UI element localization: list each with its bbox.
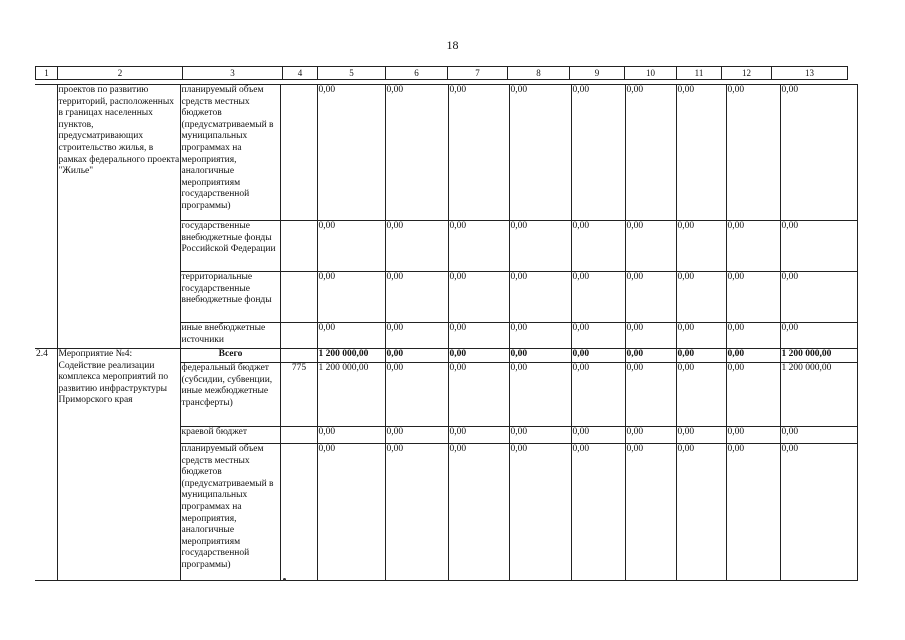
value-cell: 1 200 000,00 <box>317 349 385 363</box>
value-cell: 0,00 <box>571 349 625 363</box>
value-cell: 0,00 <box>625 323 676 349</box>
value-cell: 0,00 <box>317 323 385 349</box>
value-cell: 0,00 <box>571 363 625 427</box>
header-col-4: 4 <box>283 67 318 80</box>
value-cell: 0,00 <box>726 323 780 349</box>
header-col-12: 12 <box>722 67 772 80</box>
header-col-8: 8 <box>508 67 570 80</box>
scan-dot-mark <box>283 578 286 581</box>
value-cell: 0,00 <box>385 221 448 272</box>
value-cell: 0,00 <box>676 85 726 221</box>
header-col-7: 7 <box>448 67 508 80</box>
budget-code <box>280 444 317 581</box>
value-cell: 0,00 <box>780 427 857 444</box>
budget-code <box>280 349 317 363</box>
measure-name: проектов по развитию территорий, расположенных в границах населенных пунктов, предусматривающих строительство жилья, в рамках федерального проекта "Жилье" <box>57 85 180 349</box>
value-cell: 0,00 <box>448 427 509 444</box>
value-cell: 0,00 <box>726 427 780 444</box>
value-cell: 0,00 <box>385 444 448 581</box>
value-cell: 0,00 <box>571 221 625 272</box>
value-cell: 0,00 <box>385 363 448 427</box>
header-col-13: 13 <box>772 67 848 80</box>
budget-code: 775 <box>280 363 317 427</box>
value-cell: 0,00 <box>625 349 676 363</box>
value-cell: 0,00 <box>676 221 726 272</box>
value-cell: 0,00 <box>676 363 726 427</box>
value-cell: 0,00 <box>448 363 509 427</box>
funding-source: территориальные государственные внебюджетные фонды <box>180 272 280 323</box>
value-cell: 0,00 <box>726 363 780 427</box>
value-cell: 0,00 <box>385 272 448 323</box>
row-number <box>35 85 57 349</box>
value-cell: 0,00 <box>509 85 571 221</box>
value-cell: 0,00 <box>385 323 448 349</box>
value-cell: 0,00 <box>571 85 625 221</box>
value-cell: 0,00 <box>726 221 780 272</box>
value-cell: 0,00 <box>509 349 571 363</box>
value-cell: 0,00 <box>509 272 571 323</box>
value-cell: 0,00 <box>571 272 625 323</box>
value-cell: 0,00 <box>676 272 726 323</box>
funding-source: государственные внебюджетные фонды Российской Федерации <box>180 221 280 272</box>
value-cell: 0,00 <box>625 221 676 272</box>
value-cell: 0,00 <box>448 272 509 323</box>
funding-source: краевой бюджет <box>180 427 280 444</box>
header-col-11: 11 <box>677 67 722 80</box>
value-cell: 1 200 000,00 <box>780 363 857 427</box>
value-cell: 0,00 <box>317 444 385 581</box>
value-cell: 0,00 <box>385 427 448 444</box>
value-cell: 0,00 <box>571 427 625 444</box>
funding-source: федеральный бюджет (субсидии, субвенции, иные межбюджетные трансферты) <box>180 363 280 427</box>
value-cell: 0,00 <box>509 323 571 349</box>
header-col-9: 9 <box>570 67 625 80</box>
value-cell: 0,00 <box>385 349 448 363</box>
value-cell: 0,00 <box>385 85 448 221</box>
value-cell: 0,00 <box>726 444 780 581</box>
value-cell: 0,00 <box>676 323 726 349</box>
header-col-10: 10 <box>625 67 677 80</box>
funding-source: планируемый объем средств местных бюджетов (предусматриваемый в муниципальных программах на мероприятия, аналогичные мероприятиям государственной программы) <box>180 85 280 221</box>
header-col-1: 1 <box>36 67 58 80</box>
measure-name: Мероприятие №4: Содействие реализации комплекса мероприятий по развитию инфраструктуры Приморского края <box>57 349 180 581</box>
value-cell: 0,00 <box>676 427 726 444</box>
value-cell: 0,00 <box>448 221 509 272</box>
column-number-header <box>35 66 848 80</box>
value-cell: 0,00 <box>317 427 385 444</box>
funding-source: планируемый объем средств местных бюджетов (предусматриваемый в муниципальных программах на мероприятия, аналогичные мероприятиям государственной программы) <box>180 444 280 581</box>
value-cell: 0,00 <box>625 363 676 427</box>
budget-code <box>280 323 317 349</box>
budget-code <box>280 272 317 323</box>
value-cell: 0,00 <box>448 323 509 349</box>
value-cell: 0,00 <box>625 427 676 444</box>
value-cell: 0,00 <box>676 444 726 581</box>
value-cell: 0,00 <box>780 272 857 323</box>
value-cell: 0,00 <box>571 323 625 349</box>
budget-code <box>280 85 317 221</box>
header-col-3: 3 <box>183 67 283 80</box>
value-cell: 0,00 <box>509 444 571 581</box>
value-cell: 0,00 <box>571 444 625 581</box>
funding-table <box>35 84 858 581</box>
budget-code <box>280 221 317 272</box>
row-number: 2.4 <box>35 349 57 581</box>
value-cell: 0,00 <box>625 444 676 581</box>
page-number: 18 <box>446 38 459 52</box>
value-cell: 0,00 <box>509 427 571 444</box>
value-cell: 1 200 000,00 <box>780 349 857 363</box>
header-col-6: 6 <box>386 67 448 80</box>
value-cell: 0,00 <box>317 272 385 323</box>
value-cell: 0,00 <box>726 272 780 323</box>
value-cell: 0,00 <box>317 85 385 221</box>
value-cell: 0,00 <box>780 85 857 221</box>
value-cell: 0,00 <box>625 272 676 323</box>
value-cell: 0,00 <box>780 444 857 581</box>
header-col-2: 2 <box>58 67 183 80</box>
funding-source-total: Всего <box>180 349 280 363</box>
funding-source: иные внебюджетные источники <box>180 323 280 349</box>
value-cell: 0,00 <box>317 221 385 272</box>
value-cell: 0,00 <box>726 85 780 221</box>
value-cell: 0,00 <box>625 85 676 221</box>
table-row <box>35 85 857 221</box>
value-cell: 0,00 <box>509 363 571 427</box>
value-cell: 0,00 <box>448 444 509 581</box>
value-cell: 0,00 <box>780 323 857 349</box>
value-cell: 0,00 <box>676 349 726 363</box>
budget-code <box>280 427 317 444</box>
value-cell: 0,00 <box>726 349 780 363</box>
table-row <box>35 349 857 363</box>
value-cell: 0,00 <box>780 221 857 272</box>
value-cell: 0,00 <box>509 221 571 272</box>
value-cell: 0,00 <box>448 349 509 363</box>
value-cell: 1 200 000,00 <box>317 363 385 427</box>
header-col-5: 5 <box>318 67 386 80</box>
value-cell: 0,00 <box>448 85 509 221</box>
